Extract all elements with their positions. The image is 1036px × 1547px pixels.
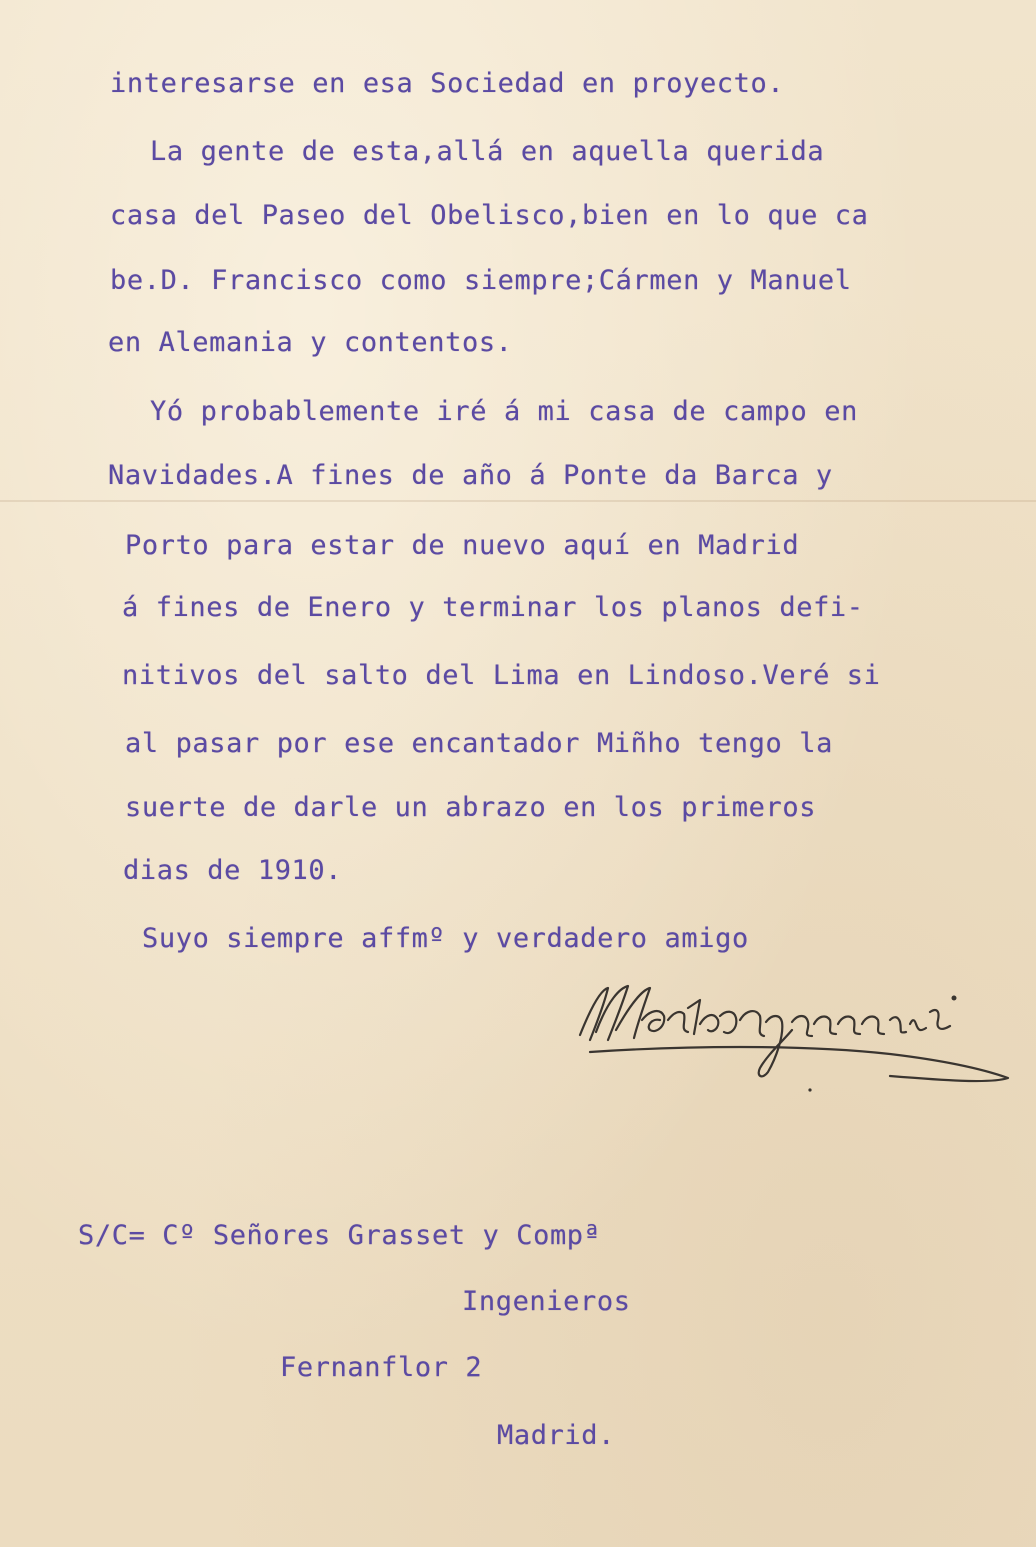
address-line-3: Fernanflor 2 [280,1352,483,1383]
letter-line-7: Navidades.A fines de año á Ponte da Barca y [108,460,833,491]
letter-line-13: dias de 1910. [123,855,343,886]
letter-line-5: en Alemania y contentos. [108,327,513,358]
address-line-4: Madrid. [497,1420,615,1451]
address-line-1: S/C= Cº Señores Grasset y Compª [78,1220,601,1251]
letter-line-8: Porto para estar de nuevo aquí en Madrid [125,530,800,561]
handwritten-signature [560,980,1020,1100]
letter-line-10: nitivos del salto del Lima en Lindoso.Veré si [122,660,881,691]
letter-line-9: á fines de Enero y terminar los planos defi- [122,592,864,623]
letter-line-2: La gente de esta,allá en aquella querida [150,136,825,167]
letter-line-6: Yó probablemente iré á mi casa de campo en [150,396,858,427]
paper-fold [0,500,1036,502]
letter-line-3: casa del Paseo del Obelisco,bien en lo que ca [110,200,869,231]
letter-line-4: be.D. Francisco como siempre;Cármen y Manuel [110,265,852,296]
letter-line-11: al pasar por ese encantador Miñho tengo la [125,728,833,759]
letter-closing: Suyo siempre affmº y verdadero amigo [142,923,749,954]
letter-line-12: suerte de darle un abrazo en los primeros [125,792,817,823]
letter-line-1: interesarse en esa Sociedad en proyecto. [110,68,785,99]
address-line-2: Ingenieros [462,1286,631,1317]
